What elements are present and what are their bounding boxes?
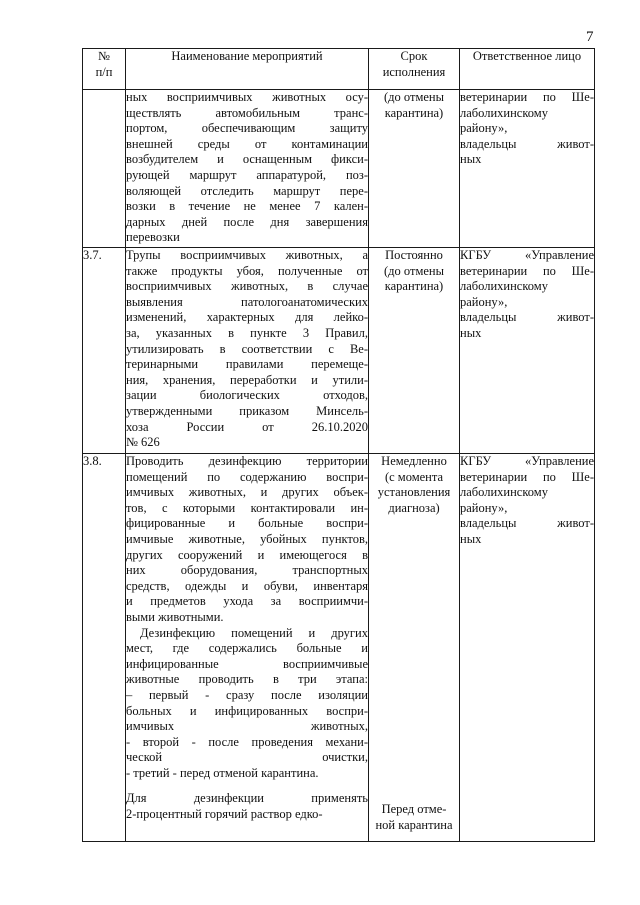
measure-paragraph-1 bbox=[126, 454, 368, 626]
text-line: – первый - сразу после изоляции bbox=[126, 687, 368, 702]
measure-name bbox=[126, 454, 369, 842]
text-line: ных bbox=[460, 325, 482, 340]
text-line: КГБУ «Управление bbox=[460, 248, 594, 262]
text-line: выявления патологоанатомических bbox=[126, 294, 368, 309]
text-line: Немедленно bbox=[381, 454, 447, 468]
measure-paragraph-3 bbox=[126, 791, 368, 822]
text-line: карантина) bbox=[384, 279, 444, 294]
text-line: изменений, характерных для лейко- bbox=[126, 310, 368, 325]
row-number: 3.7. bbox=[83, 248, 126, 454]
text-line: Постоянно bbox=[385, 248, 443, 262]
measure-responsible bbox=[460, 454, 595, 842]
text-line: ветеринарии по Ше- bbox=[460, 90, 594, 104]
text-line: зации биологических отходов, bbox=[126, 388, 368, 403]
text-line: ществлять автомобильным транс- bbox=[126, 105, 368, 120]
text-line: имчивых животных, bbox=[126, 719, 368, 734]
text-line: рующей маршрут аппаратурой, поз- bbox=[126, 167, 368, 182]
text-line: утилизировать в соответствии с Ве- bbox=[126, 341, 368, 356]
text-line: также продукты убоя, полученные от bbox=[126, 263, 368, 278]
row-number bbox=[83, 90, 126, 248]
text-line: району», bbox=[460, 294, 508, 309]
measure-name bbox=[126, 90, 369, 248]
text-line: утвержденными приказом Минсель- bbox=[126, 403, 368, 418]
text-line: помещений по содержанию воспри- bbox=[126, 469, 368, 484]
text-line: мест, где содержались больные и bbox=[126, 641, 368, 656]
text-line: ных восприимчивых животных осу- bbox=[126, 90, 368, 104]
text-line: ных bbox=[460, 531, 482, 546]
header-responsible: Ответственное лицо bbox=[460, 49, 595, 90]
text-line: ческой очистки, bbox=[126, 750, 368, 765]
text-line: больных и инфицированных воспри- bbox=[126, 703, 368, 718]
text-line: ной карантина bbox=[375, 817, 453, 832]
text-line: Трупы восприимчивых животных, а bbox=[126, 248, 368, 262]
header-name: Наименование мероприятий bbox=[126, 49, 369, 90]
text-line: Для дезинфекции применять bbox=[126, 791, 368, 806]
table-row bbox=[83, 248, 595, 454]
measure-responsible bbox=[460, 248, 595, 454]
text-line: лаболихинскому bbox=[460, 105, 548, 120]
header-number: № п/п bbox=[83, 49, 126, 90]
text-line: возбудителем и оснащенным фикси- bbox=[126, 152, 368, 167]
text-line: владельцы живот- bbox=[460, 136, 594, 151]
row-number: 3.8. bbox=[83, 454, 126, 842]
text-line: портом, обеспечивающим защиту bbox=[126, 121, 368, 136]
text-line: установления bbox=[377, 485, 451, 500]
text-line: ния, хранения, переработки и утили- bbox=[126, 372, 368, 387]
text-line: - третий - перед отменой карантина. bbox=[126, 765, 319, 780]
text-line: Проводить дезинфекцию территории bbox=[126, 454, 368, 468]
text-line: 2-процентный горячий раствор едко- bbox=[126, 807, 323, 822]
text-line: карантина) bbox=[384, 105, 444, 120]
term-immediately bbox=[369, 454, 459, 516]
text-line: теринарными правилами перемеще- bbox=[126, 357, 368, 372]
paragraph-gap bbox=[126, 781, 368, 791]
text-line: восприимчивых животных, в случае bbox=[126, 279, 368, 294]
text-line: району», bbox=[460, 500, 508, 515]
measure-term bbox=[369, 248, 460, 454]
text-line: имчивых животных, и других объек- bbox=[126, 485, 368, 500]
text-line: (до отмены bbox=[384, 263, 444, 278]
text-line: тов, с которыми контактировали ин- bbox=[126, 500, 368, 515]
text-line: и предметов ухода за восприимчи- bbox=[126, 594, 368, 609]
text-line: району», bbox=[460, 121, 508, 136]
term-before-lifting bbox=[369, 802, 459, 833]
text-line: лаболихинскому bbox=[460, 485, 548, 500]
term-gap bbox=[369, 516, 459, 802]
text-line: - второй - после проведения механи- bbox=[126, 734, 368, 749]
text-line: владельцы живот- bbox=[460, 310, 594, 325]
text-line: хоза России от 26.10.2020 bbox=[126, 419, 368, 434]
text-line: инфицированные восприимчивые bbox=[126, 656, 368, 671]
text-line: (до отмены bbox=[384, 90, 444, 104]
text-line: возки в течение не менее 7 кален- bbox=[126, 199, 368, 214]
page-number: 7 bbox=[586, 29, 594, 45]
text-line: имчивые животные, убойных пунктов, bbox=[126, 531, 368, 546]
text-line: животные проводить в три этапа: bbox=[126, 672, 368, 687]
text-line: воляющей отследить маршрут пере- bbox=[126, 183, 368, 198]
text-line: № 626 bbox=[126, 435, 160, 450]
header-term: Срок исполнения bbox=[369, 49, 460, 90]
table-row bbox=[83, 454, 595, 842]
table-row bbox=[83, 90, 595, 248]
text-line: перевозки bbox=[126, 230, 180, 245]
text-line: ветеринарии по Ше- bbox=[460, 263, 594, 278]
text-line: диагноза) bbox=[388, 500, 440, 515]
measures-table bbox=[82, 48, 595, 842]
measure-name bbox=[126, 248, 369, 454]
text-line: владельцы живот- bbox=[460, 516, 594, 531]
measure-term bbox=[369, 90, 460, 248]
measure-paragraph-2 bbox=[126, 626, 368, 782]
text-line: ных bbox=[460, 152, 482, 167]
text-line: выми животными. bbox=[126, 609, 224, 624]
text-line: средств, одежды и обуви, инвентаря bbox=[126, 578, 368, 593]
text-line: (с момента bbox=[384, 469, 444, 484]
text-line: фицированные и больные воспри- bbox=[126, 516, 368, 531]
text-line: других сооружений и имеющегося в bbox=[126, 547, 368, 562]
measure-term bbox=[369, 454, 460, 842]
text-line: ветеринарии по Ше- bbox=[460, 469, 594, 484]
text-line: внешней среды от контаминации bbox=[126, 136, 368, 151]
text-line: Дезинфекцию помещений и других bbox=[140, 625, 368, 640]
measure-responsible bbox=[460, 90, 595, 248]
table-header-row bbox=[83, 49, 595, 90]
text-line: КГБУ «Управление bbox=[460, 454, 594, 468]
text-line: за, указанных в пункте 3 Правил, bbox=[126, 325, 368, 340]
text-line: лаболихинскому bbox=[460, 279, 548, 294]
text-line: Перед отме- bbox=[381, 802, 447, 817]
text-line: дарных дней после дня завершения bbox=[126, 214, 368, 229]
text-line: них оборудования, транспортных bbox=[126, 563, 368, 578]
